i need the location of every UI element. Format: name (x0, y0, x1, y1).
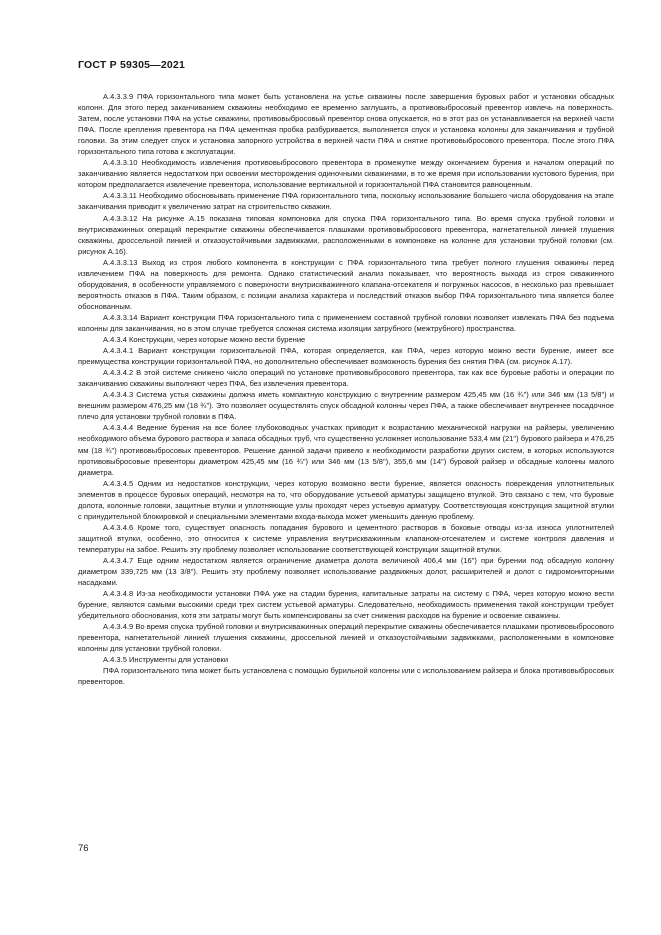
paragraph-a43343: А.4.3.4.3 Система устья скважины должна иметь компактную конструкцию с внутренним размером 425,45 мм (16 ¾") или 346 мм (13 5/8") и внешним размером 476,25 мм (18 ¾"). Это позволяет осуществлять спуск обсадной колонны через ПФА, а также обеспечивает внутреннее посадочное плечо для установки трубной головки в ПФА. (78, 390, 614, 422)
paragraph-a433312: А.4.3.3.12 На рисунке А.15 показана типовая компоновка для спуска ПФА горизонтального типа. Во время спуска трубной головки и внутрискважинных операций перекрытие скважины обеспечивается плашками противовыбросового превентора, нагнетательной линией глушения скважины, дроссельной линией и отказоустойчивыми задвижками, расположенными в компоновке на колонне для установки трубной головки (см. рисунок А.16). (78, 213, 614, 256)
paragraph-a433314: А.4.3.3.14 Вариант конструкции ПФА горизонтального типа с применением составной трубной головки позволяет извлекать ПФА без подъема колонны для заканчивания, но в этом случае требуется сложная система изоляции затрубного (межтрубного) пространства. (78, 312, 614, 333)
paragraph-a433310: А.4.3.3.10 Необходимость извлечения противовыбросового превентора в промежутке между окончанием бурения и началом операций по заканчиванию является недостатком при освоении месторождения одиночными скважинами, в то же время при использовании кустового бурения, при котором предполагается извлечение превентора, использование вертикальной и горизонтальной ПФА становится равноценным. (78, 158, 614, 190)
paragraph-a433311: А.4.3.3.11 Необходимо обосновывать применение ПФА горизонтального типа, поскольку использование большего числа оборудования на этапе заканчивания приводит к увеличению затрат на строительство скважин. (78, 191, 614, 212)
standard-code-header: ГОСТ Р 59305—2021 (78, 59, 186, 71)
section-heading-a4335: А.4.3.5 Инструменты для установки (103, 655, 229, 665)
paragraph-a43341: А.4.3.4.1 Вариант конструкции горизонтальной ПФА, которая определяется, как ПФА, через которую можно вести бурение, имеет все преимущества конструкции горизонтальной ПФА, но дополнительно обеспечивает возможность бурения без снятия ПФА (см. рисунок А.17). (78, 346, 614, 367)
paragraph-a43342: А.4.3.4.2 В этой системе снижено число операций по установке противовыбросового превентора, так как все буровые работы и операции по заканчиванию скважины выполняют через ПФА, без извлечения превентора. (78, 368, 614, 389)
paragraph-a43344: А.4.3.4.4 Ведение бурения на все более глубоководных участках приводит к возрастанию механической нагрузки на райзеры, увеличению необходимого объема бурового раствора и запаса обсадных труб, что существенно усложняет использование 533,4 мм (21") бурового райзера и 476,25 мм (18 ¾") противовыбросовых превенторов. Решение данной задачи привело к необходимости разработки других систем, в которых используются противовыбросовые превенторы диаметром 425,45 мм (16 ¾") или 346 мм (13 5/8"), 355,6 мм (14") буровой райзер и обсадные колонны малого диаметра. (78, 423, 615, 477)
paragraph-a43346: А.4.3.4.6 Кроме того, существует опасность попадания бурового и цементного растворов в боковые отводы из-за износа уплотнителей защитной втулки, особенно, это относится к системе управления внутрискважинным клапаном-отсекателем и системе контроля давления и температуры на забое. Решить эту проблему позволяет использование соответствующей конструкции защитной втулки. (78, 522, 614, 554)
page-number: 76 (78, 843, 89, 854)
paragraph-a43347: А.4.3.4.7 Еще одним недостатком является ограничение диаметра долота величиной 406,4 мм (16") при бурении под обсадную колонну диаметром 339,725 мм (13 3/8"). Решить эту проблему позволяет использование раздвижных долот, расширителей и долот с гидромониторными насадками. (78, 555, 614, 588)
document-body (78, 91, 614, 688)
paragraph-a433313: А.4.3.3.13 Выход из строя любого компонента в конструкции с ПФА горизонтального типа требует полного глушения скважины перед извлечением ПФА на поверхность для ремонта. Однако статистический анализ показывает, что вероятность выхода из строя скважинного оборудования, в особенности управляемого с поверхности внутрискважинного клапана-отсекателя и погружных насосов, в несколько раз превышает вероятность отказов в ПФА. Таким образом, с позиции анализа характера и последствий отказов выбор ПФА горизонтального типа является более обоснованным. (78, 257, 614, 311)
paragraph-a43348: А.4.3.4.8 Из-за необходимости установки ПФА уже на стадии бурения, капитальные затраты на систему с ПФА, через которую можно вести бурение, являются самыми высокими среди трех систем устьевой арматуры. Следовательно, необходимость применения такой конструкции требует убедительного обоснования, хотя эти затраты могут быть компенсированы за счет снижения расходов на бурение и освоение скважины. (78, 589, 614, 621)
paragraph-installation: ПФА горизонтального типа может быть установлена с помощью бурильной колонны или с использованием райзера и блока противовыбросовых превенторов. (78, 666, 614, 687)
paragraph-a43339: А.4.3.3.9 ПФА горизонтального типа может быть установлена на устье скважины после завершения буровых работ и установки обсадных колонн. Для этого перед заканчиванием скважины необходимо ее временно заглушить, а противовыбросовый превентор извлечь на поверхность. Затем, после установки ПФА на устье скважины, противовыбросовый превентор снова опускается, но в этот раз он устанавливается на верхней части ПФА. После крепления превентора на ПФА цементная пробка разбуривается, выполняется спуск и установка колонны для заканчивания и трубной головки. За этим следует спуск и установка запорного устройства в верхней части ПФА и снятие противовыбросового превентора. После этого ПФА горизонтального типа готова к эксплуатации. (78, 92, 614, 157)
paragraph-a43345: А.4.3.4.5 Одним из недостатков конструкции, через которую возможно вести бурение, является опасность повреждения уплотнительных элементов в процессе буровых операций, несмотря на то, что оборудование устьевой арматуры защищено втулкой. Это связано с тем, что буровые долота, колонные головки, защитные втулки и уплотняющие узлы проходят через устьевую арматуру. Соответствующая конструкция защитной втулки с принудительной блокировкой и специальными элементами входа-выхода может уменьшить данную проблему. (78, 478, 614, 521)
section-heading-a4334: А.4.3.4 Конструкции, через которые можно вести бурение (103, 335, 306, 345)
paragraph-a43349: А.4.3.4.9 Во время спуска трубной головки и внутрискважинных операций перекрытие скважины обеспечивается плашками противовыбросового превентора, нагнетательной линией глушения скважины, дроссельной линией и отказоустойчивыми задвижками, расположенными в компоновке колонны для установки трубной головки. (78, 622, 614, 654)
